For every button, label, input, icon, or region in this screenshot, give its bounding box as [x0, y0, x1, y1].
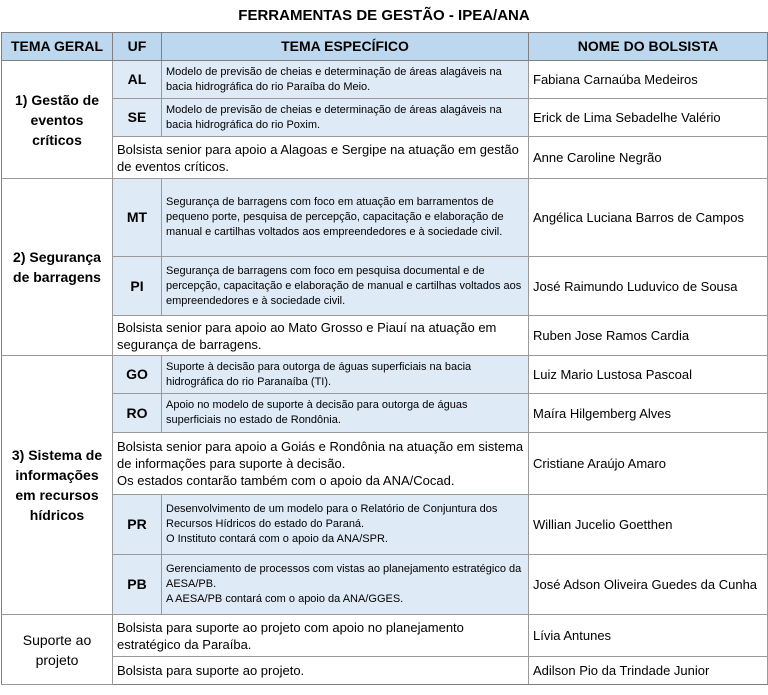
tema-geral-cell: Suporte ao projeto	[2, 615, 113, 685]
tema-especifico-cell: Modelo de previsão de cheias e determinação de áreas alagáveis na bacia hidrográfica do rio Poxim.	[162, 99, 529, 137]
tema-especifico-cell	[162, 495, 529, 555]
tema-geral-cell: 1) Gestão de eventos críticos	[2, 61, 113, 179]
table-row	[2, 657, 768, 685]
page-title: FERRAMENTAS DE GESTÃO - IPEA/ANA	[238, 7, 530, 24]
bolsista-cell: Angélica Luciana Barros de Campos	[529, 179, 768, 257]
tema-geral-cell: 2) Segurança de barragens	[2, 179, 113, 356]
tema-especifico-cell: Segurança de barragens com foco em pesquisa documental e de percepção, capacitação e elaboração de manual e cartilhas voltados aos empreendedores e à sociedade civil.	[162, 257, 529, 316]
table-row	[2, 316, 768, 356]
tema-especifico-cell: Bolsista para suporte ao projeto com apoio no planejamento estratégico da Paraíba.	[113, 615, 529, 657]
table-row	[2, 99, 768, 137]
tema-especifico-cell	[113, 433, 529, 495]
tema-especifico-cell: Modelo de previsão de cheias e determinação de áreas alagáveis na bacia hidrográfica do rio Paraíba do Meio.	[162, 61, 529, 99]
tema-geral-cell: 3) Sistema de informações em recursos hídricos	[2, 356, 113, 615]
uf-cell: PI	[113, 257, 162, 316]
bolsista-cell: Ruben Jose Ramos Cardia	[529, 316, 768, 356]
uf-cell: AL	[113, 61, 162, 99]
tema-especifico-cell: Apoio no modelo de suporte à decisão para outorga de águas superficiais no estado de Rondônia.	[162, 394, 529, 433]
tema-especifico-text: Gerenciamento de processos com vistas ao planejamento estratégico da AESA/PB.	[166, 563, 522, 590]
projects-table	[1, 32, 768, 685]
uf-cell: RO	[113, 394, 162, 433]
uf-cell: PR	[113, 495, 162, 555]
table-row	[2, 137, 768, 179]
bolsista-cell: Erick de Lima Sebadelhe Valério	[529, 99, 768, 137]
uf-cell: SE	[113, 99, 162, 137]
bolsista-cell: Adilson Pio da Trindade Junior	[529, 657, 768, 685]
bolsista-cell: Cristiane Araújo Amaro	[529, 433, 768, 495]
tema-especifico-cell: Suporte à decisão para outorga de águas superficiais na bacia hidrográfica do rio Paranaíba (TI).	[162, 356, 529, 394]
tema-especifico-text: Desenvolvimento de um modelo para o Relatório de Conjuntura dos Recursos Hídricos do estado do Paraná.	[166, 503, 498, 530]
tema-especifico-note: A AESA/PB contará com o apoio da ANA/GGES.	[166, 593, 404, 605]
bolsista-cell: Fabiana Carnaúba Medeiros	[529, 61, 768, 99]
header-uf: UF	[113, 33, 162, 61]
header-nome-bolsista: NOME DO BOLSISTA	[529, 33, 768, 61]
bolsista-cell: Anne Caroline Negrão	[529, 137, 768, 179]
table-row	[2, 394, 768, 433]
bolsista-cell: José Raimundo Luduvico de Sousa	[529, 257, 768, 316]
table-row	[2, 257, 768, 316]
bolsista-cell: Maíra Hilgemberg Alves	[529, 394, 768, 433]
table-row	[2, 495, 768, 555]
tema-especifico-cell	[162, 555, 529, 615]
table-row	[2, 356, 768, 394]
tema-especifico-text: Bolsista senior para apoio a Goiás e Rondônia na atuação em sistema de informações para suporte à decisão.	[117, 439, 524, 471]
table-row	[2, 179, 768, 257]
header-row	[2, 33, 768, 61]
uf-cell: GO	[113, 356, 162, 394]
bolsista-cell: Willian Jucelio Goetthen	[529, 495, 768, 555]
table-row	[2, 555, 768, 615]
bolsista-cell: Luiz Mario Lustosa Pascoal	[529, 356, 768, 394]
table-row	[2, 61, 768, 99]
tema-especifico-note: O Instituto contará com o apoio da ANA/SPR.	[166, 533, 388, 545]
header-tema-geral: TEMA GERAL	[2, 33, 113, 61]
tema-especifico-note: Os estados contarão também com o apoio da ANA/Cocad.	[117, 473, 455, 488]
tema-especifico-cell: Bolsista senior para apoio ao Mato Grosso e Piauí na atuação em segurança de barragens.	[113, 316, 529, 356]
tema-especifico-cell: Bolsista para suporte ao projeto.	[113, 657, 529, 685]
tema-especifico-cell: Bolsista senior para apoio a Alagoas e Sergipe na atuação em gestão de eventos críticos.	[113, 137, 529, 179]
uf-cell: MT	[113, 179, 162, 257]
uf-cell: PB	[113, 555, 162, 615]
bolsista-cell: José Adson Oliveira Guedes da Cunha	[529, 555, 768, 615]
bolsista-cell: Lívia Antunes	[529, 615, 768, 657]
tema-especifico-cell: Segurança de barragens com foco em atuação em barramentos de pequeno porte, pesquisa de percepção, capacitação e elaboração de manual e cartilhas voltados aos empreendedores e à sociedade civil.	[162, 179, 529, 257]
table-row	[2, 615, 768, 657]
header-tema-especifico: TEMA ESPECÍFICO	[162, 33, 529, 61]
table-row	[2, 433, 768, 495]
